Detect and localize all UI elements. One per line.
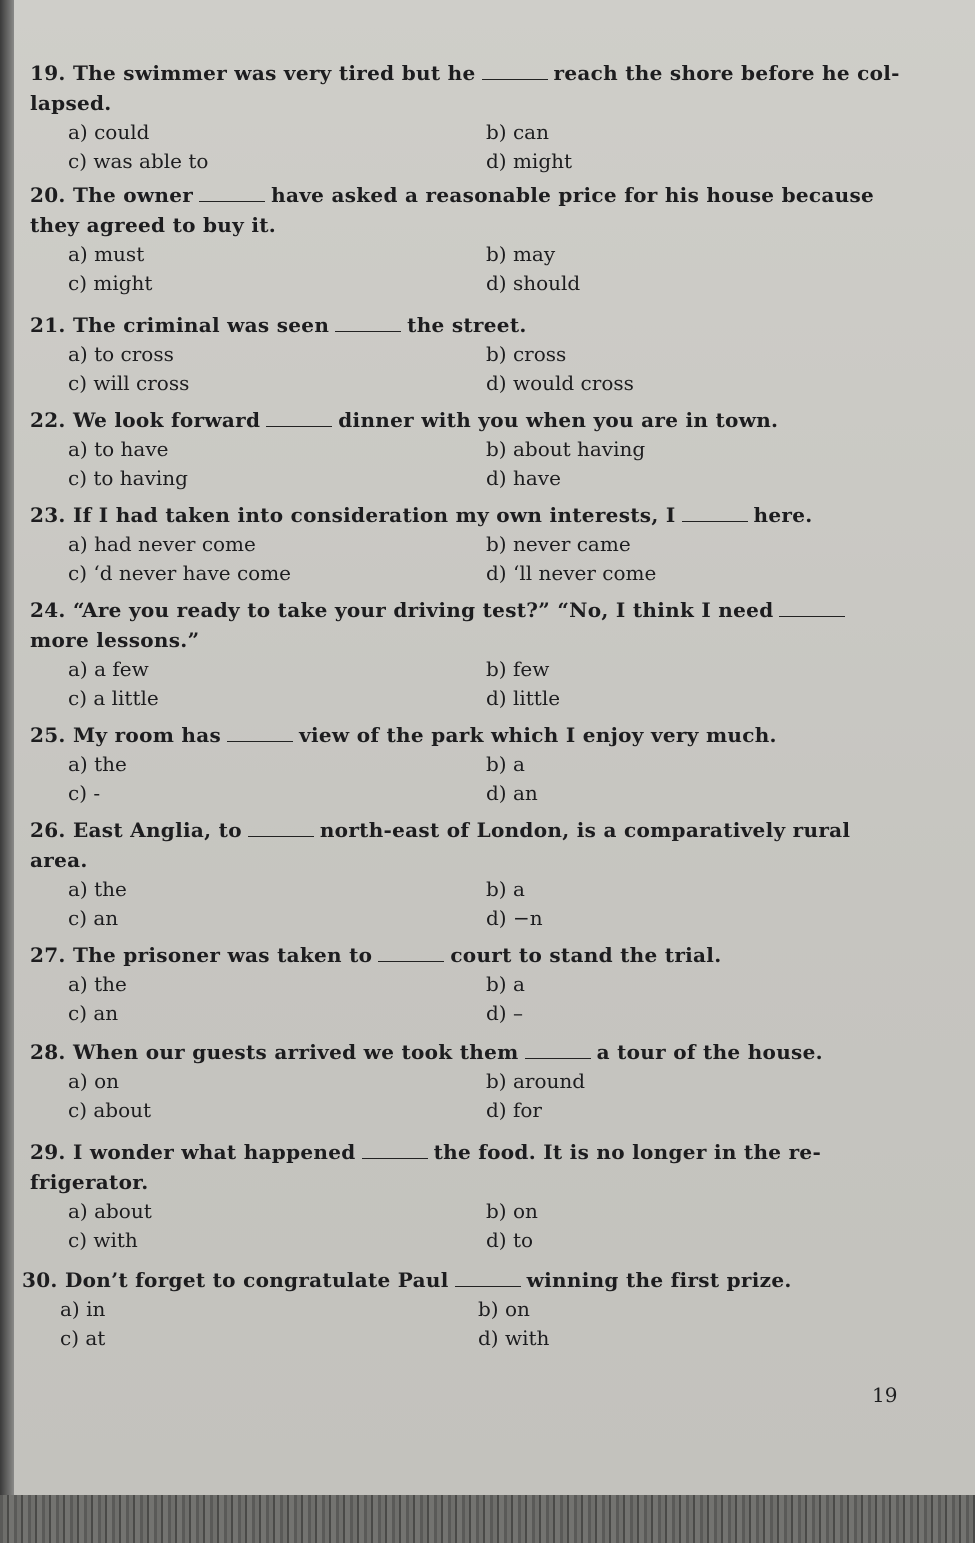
question-stem: [30, 310, 900, 340]
answer-blank: [682, 503, 748, 522]
stem-text-after: a tour of the house.: [596, 1040, 823, 1064]
stem-text-after: have asked a reasonable price for his house because they agreed to buy it.: [30, 183, 875, 237]
question-23: [30, 500, 900, 588]
answer-option: c) a little: [68, 686, 159, 710]
answer-options: [30, 435, 900, 493]
stem-text-after: the food. It is no longer in the re-frigerator.: [30, 1140, 822, 1194]
answer-options: [30, 1197, 900, 1255]
question-stem: [22, 1265, 892, 1295]
answer-option: a) the: [68, 972, 127, 996]
stem-text-before: The criminal was seen: [72, 313, 330, 337]
question-number: 27.: [30, 943, 66, 967]
question-22: [30, 405, 900, 493]
answer-options: [30, 530, 900, 588]
answer-option: d) ‘ll never come: [486, 561, 657, 585]
question-30: [22, 1265, 892, 1353]
answer-option: c) an: [68, 1001, 119, 1025]
answer-option: c) will cross: [68, 371, 190, 395]
answer-option: a) the: [68, 877, 127, 901]
answer-option: c) -: [68, 781, 101, 805]
question-stem: [30, 595, 900, 655]
stem-text-after: here.: [753, 503, 813, 527]
answer-option: a) could: [68, 120, 150, 144]
question-21: [30, 310, 900, 398]
answer-option: c) about: [68, 1098, 152, 1122]
answer-option: a) about: [68, 1199, 152, 1223]
answer-options: [30, 655, 900, 713]
answer-option: d) have: [486, 466, 561, 490]
answer-option: a) to cross: [68, 342, 174, 366]
answer-blank: [248, 818, 314, 837]
question-stem: [30, 1037, 900, 1067]
answer-options: [30, 970, 900, 1028]
answer-option: b) can: [486, 120, 549, 144]
answer-option: b) a: [486, 972, 525, 996]
page-number: 19: [872, 1383, 898, 1407]
answer-option: d) might: [486, 149, 573, 173]
stem-text-before: We look forward: [72, 408, 261, 432]
stem-text-after: north-east of London, is a comparatively rural area.: [30, 818, 851, 872]
question-27: [30, 940, 900, 1028]
question-number: 25.: [30, 723, 66, 747]
page-shadow-edge: [0, 0, 14, 1500]
stem-text-before: I wonder what happened: [72, 1140, 356, 1164]
answer-blank: [362, 1140, 428, 1159]
answer-option: c) ‘d never have come: [68, 561, 291, 585]
question-26: [30, 815, 900, 933]
answer-option: c) might: [68, 271, 153, 295]
answer-option: a) on: [68, 1069, 120, 1093]
answer-options: [30, 875, 900, 933]
stem-text-after: dinner with you when you are in town.: [338, 408, 779, 432]
answer-option: b) around: [486, 1069, 586, 1093]
answer-option: b) a: [486, 752, 525, 776]
answer-option: d) little: [486, 686, 561, 710]
question-stem: [30, 405, 900, 435]
answer-option: d) –: [486, 1001, 523, 1025]
answer-option: d) with: [478, 1326, 550, 1350]
stem-text-after: winning the first prize.: [526, 1268, 792, 1292]
answer-option: b) cross: [486, 342, 567, 366]
question-stem: [30, 940, 900, 970]
stem-text-before: The owner: [72, 183, 194, 207]
question-stem: [30, 815, 900, 875]
answer-options: [30, 240, 900, 298]
question-number: 19.: [30, 61, 66, 85]
question-28: [30, 1037, 900, 1125]
answer-blank: [482, 61, 548, 80]
stem-text-before: The swimmer was very tired but he: [72, 61, 476, 85]
answer-option: b) about having: [486, 437, 646, 461]
stem-text-after: court to stand the trial.: [450, 943, 722, 967]
stem-text-before: Don’t forget to congratulate Paul: [64, 1268, 449, 1292]
answer-option: a) to have: [68, 437, 169, 461]
stem-text-before: East Anglia, to: [72, 818, 242, 842]
question-number: 24.: [30, 598, 66, 622]
question-number: 23.: [30, 503, 66, 527]
stem-text-before: “Are you ready to take your driving test?” “No, I think I need: [72, 598, 774, 622]
stem-text-after: more lessons.”: [30, 628, 200, 652]
answer-option: b) a: [486, 877, 525, 901]
answer-option: c) was able to: [68, 149, 209, 173]
answer-option: b) on: [486, 1199, 538, 1223]
stem-text-before: If I had taken into consideration my own interests, I: [72, 503, 676, 527]
answer-options: [30, 750, 900, 808]
answer-option: b) few: [486, 657, 550, 681]
stem-text-before: When our guests arrived we took them: [72, 1040, 519, 1064]
answer-blank: [266, 408, 332, 427]
table-surface: [0, 1495, 975, 1543]
question-29: [30, 1137, 900, 1255]
question-19: [30, 58, 900, 176]
answer-option: b) may: [486, 242, 556, 266]
answer-option: a) in: [60, 1297, 106, 1321]
question-20: [30, 180, 900, 298]
question-number: 20.: [30, 183, 66, 207]
stem-text-before: My room has: [72, 723, 222, 747]
answer-option: d) to: [486, 1228, 534, 1252]
answer-option: b) never came: [486, 532, 631, 556]
answer-option: d) −n: [486, 906, 543, 930]
answer-option: a) must: [68, 242, 145, 266]
question-number: 21.: [30, 313, 66, 337]
question-stem: [30, 180, 900, 240]
question-number: 28.: [30, 1040, 66, 1064]
stem-text-after: view of the park which I enjoy very much.: [299, 723, 777, 747]
answer-option: c) at: [60, 1326, 106, 1350]
textbook-page: [14, 0, 975, 1496]
answer-blank: [199, 183, 265, 202]
answer-option: a) a few: [68, 657, 149, 681]
answer-blank: [378, 943, 444, 962]
answer-option: a) had never come: [68, 532, 256, 556]
question-25: [30, 720, 900, 808]
question-number: 22.: [30, 408, 66, 432]
question-stem: [30, 720, 900, 750]
stem-text-before: The prisoner was taken to: [72, 943, 373, 967]
answer-options: [30, 118, 900, 176]
answer-option: c) to having: [68, 466, 188, 490]
answer-option: c) with: [68, 1228, 138, 1252]
answer-options: [30, 1067, 900, 1125]
question-24: [30, 595, 900, 713]
question-number: 26.: [30, 818, 66, 842]
answer-blank: [335, 313, 401, 332]
answer-option: c) an: [68, 906, 119, 930]
answer-blank: [779, 598, 845, 617]
answer-option: b) on: [478, 1297, 530, 1321]
answer-option: d) for: [486, 1098, 542, 1122]
question-stem: [30, 1137, 900, 1197]
answer-blank: [227, 723, 293, 742]
answer-blank: [525, 1040, 591, 1059]
answer-option: d) should: [486, 271, 581, 295]
answer-option: d) would cross: [486, 371, 634, 395]
question-number: 29.: [30, 1140, 66, 1164]
question-stem: [30, 500, 900, 530]
answer-blank: [455, 1268, 521, 1287]
answer-option: a) the: [68, 752, 127, 776]
question-stem: [30, 58, 900, 118]
answer-options: [22, 1295, 892, 1353]
stem-text-after: reach the shore before he col-lapsed.: [30, 61, 900, 115]
question-number: 30.: [22, 1268, 58, 1292]
stem-text-after: the street.: [407, 313, 527, 337]
answer-option: d) an: [486, 781, 538, 805]
answer-options: [30, 340, 900, 398]
